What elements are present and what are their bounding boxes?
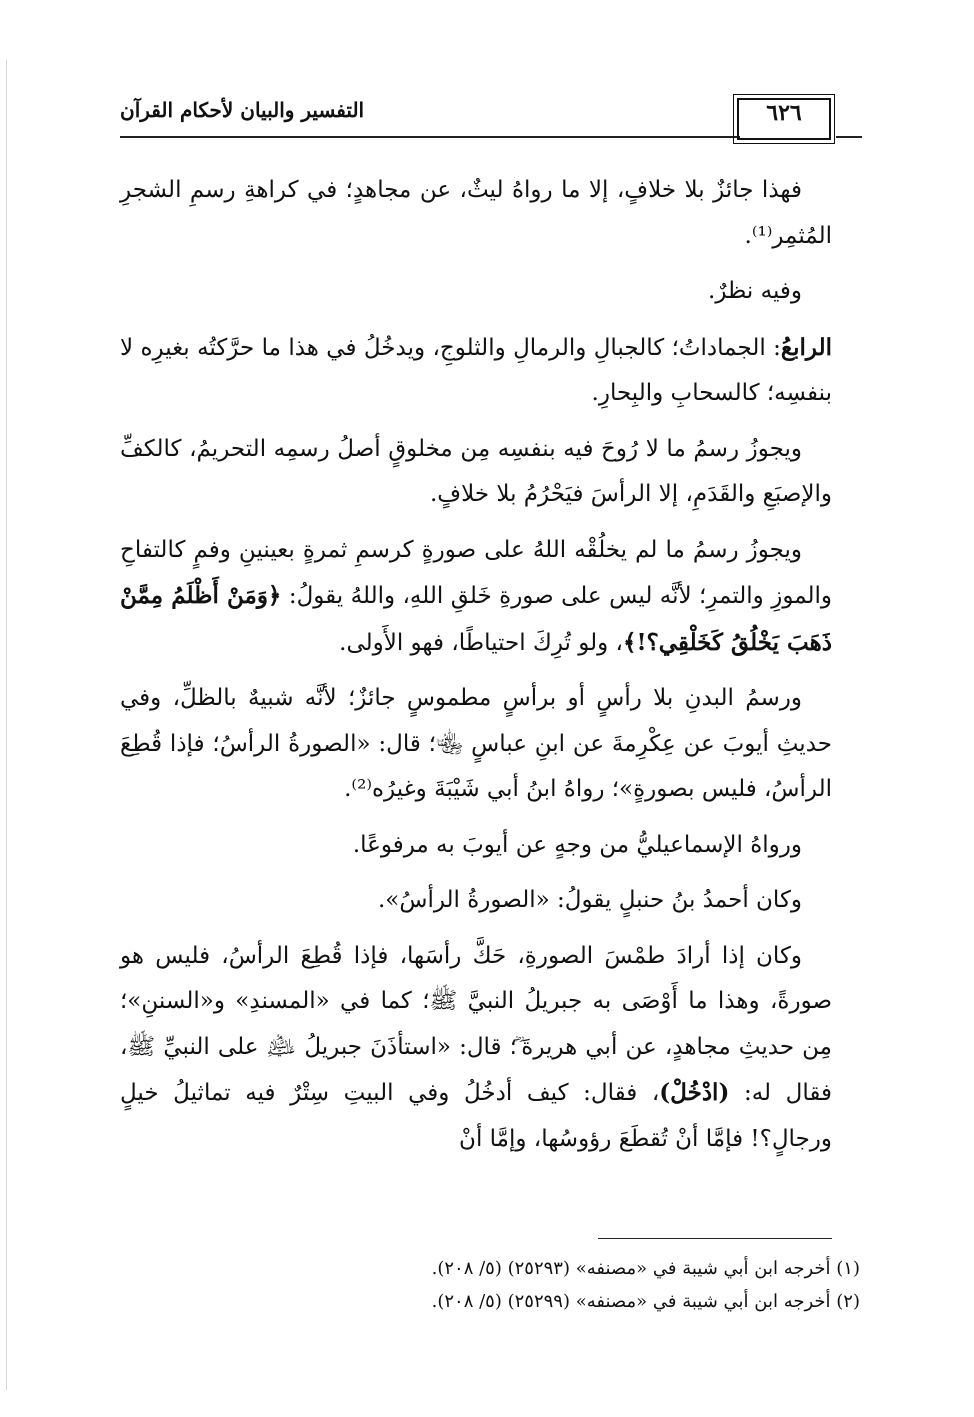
paragraph-2: وفيه نظرٌ.: [708, 278, 802, 304]
section-label: الرابعُ: [780, 333, 832, 361]
page-number: ٦٢٦: [766, 100, 802, 126]
paragraph-1: فهذا جائزٌ بلا خلافٍ، إلا ما رواهُ ليثٌ، عن مجاهدٍ؛ في كراهةِ رسمِ الشجرِ المُثمِر⁽¹⁾.: [120, 177, 832, 249]
header-rule: [120, 136, 740, 138]
paragraph-7: ورواهُ الإسماعيليُّ من وجهٍ عن أيوبَ به مرفوعًا.: [352, 831, 802, 858]
paragraph-5: [120, 528, 832, 667]
page-edge-line: [6, 60, 7, 1390]
paragraph-5-end: ، ولو تُرِكَ احتياطًا، فهو الأَولى.: [339, 629, 623, 656]
footnote-separator: [598, 1238, 832, 1239]
footnotes: [300, 1252, 860, 1318]
paragraph-8: وكان أحمدُ بنُ حنبلٍ يقولُ: «الصورةُ الرأسُ».: [378, 887, 802, 913]
paragraph-6: ورسمُ البدنِ بلا رأسٍ أو برأسٍ مطموسٍ جائزٌ؛ لأنَّه شبيهٌ بالظلِّ، وفي حديثِ أيوبَ عن عِكْرِمةَ عن ابنِ عباسٍ ﵄؛ قال: «الصورةُ الرأسُ؛ فإذا قُطِعَ الرأسُ، فليس بصورةٍ»؛ رواهُ ابنُ أبي شَيْبَةَ وغيرُه⁽²⁾.: [120, 685, 832, 802]
paragraph-9-end: ، فقال: كيف أدخُلُ وفي البيتِ سِتْرٌ فيه تماثيلُ خيلٍ ورجالٍ؟! فإمَّا أنْ تُقطَعَ رؤوسُها، وإمَّا أنْ: [120, 1080, 832, 1152]
paragraph-3-text: : الجماداتُ؛ كالجبالِ والرمالِ والثلوجِ، ويدخُلُ في هذا ما حرَّكتُه بغيرِه لا بنفسِه؛ كالسحابِ والبِحارِ.: [120, 334, 832, 406]
header-rule-tail: [836, 136, 862, 138]
running-header: [120, 96, 840, 148]
paragraph-9-start: وكان إذا أرادَ طمْسَ الصورةِ، حَكَّ رأسَها، فإذا قُطِعَ الرأسُ، فليس هو صورةً، وهذا ما أَوْصَى به جبريلُ النبيَّ ﷺ؛ كما في «المسندِ» و«السننِ»؛ مِن حديثِ مجاهدٍ، عن أبي هريرةَ ؓ؛ قال: «استأذَنَ جبريلُ ﵇ على النبيِّ ﷺ، فقال له:: [120, 942, 832, 1106]
quran-quote: ﴿وَمَنْ أَظْلَمُ مِمَّنْ ذَهَبَ يَخْلُقُ كَخَلْقِي؟!﴾: [120, 582, 832, 656]
paragraph-3: [120, 325, 832, 417]
paragraph-9: [120, 934, 832, 1163]
page-number-box: [737, 98, 833, 140]
book-title: التفسير والبيان لأحكام القرآن: [120, 98, 365, 122]
paragraph-5-start: ويجوزُ رسمُ ما لم يخلُقْه اللهُ على صورةٍ كرسمِ ثمرةٍ بعينينِ وفمٍ كالتفاحِ والموزِ والتمرِ؛ لأنَّه ليس على صورةِ خَلقِ اللهِ، واللهُ يقولُ:: [120, 536, 833, 609]
footnote-2: (٢) أخرجه ابن أبي شيبة في «مصنفه» (٢٥٢٩٩) (٥/ ٢٠٨).: [431, 1291, 860, 1312]
paragraph-4: ويجوزُ رسمُ ما لا رُوحَ فيه بنفسِه مِن مخلوقٍ أصلُ رسمِه التحريمُ، كالكفِّ والإصبَعِ والقَدَمِ، إلا الرأسَ فيَحْرُمُ بلا خلافٍ.: [120, 435, 832, 507]
main-text: [120, 168, 832, 1172]
hadith-word: (ادْخُلْ): [659, 1079, 730, 1106]
footnote-1: (١) أخرجه ابن أبي شيبة في «مصنفه» (٢٥٢٩٣) (٥/ ٢٠٨).: [431, 1258, 860, 1279]
